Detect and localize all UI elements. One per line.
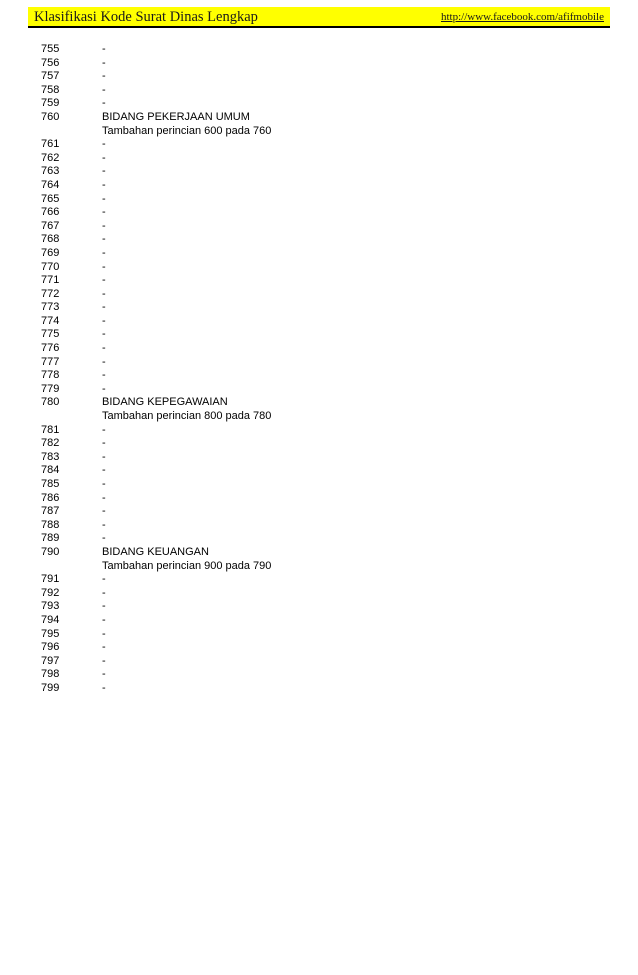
code-number: 794 [41, 613, 60, 626]
code-description: - [102, 328, 106, 341]
code-number: 776 [41, 342, 60, 355]
code-description: - [102, 654, 106, 667]
code-number: 769 [41, 246, 60, 259]
code-number: 783 [41, 450, 60, 463]
code-description: - [102, 178, 106, 191]
code-description: - [102, 301, 106, 314]
code-number: 790 [41, 545, 60, 558]
code-description: - [102, 314, 106, 327]
code-number: 796 [41, 641, 60, 654]
code-number: 772 [41, 287, 60, 300]
code-description: BIDANG KEPEGAWAIAN [102, 396, 228, 409]
code-description: Tambahan perincian 800 pada 780 [102, 410, 272, 423]
code-description: - [102, 165, 106, 178]
code-description: - [102, 97, 106, 110]
code-number: 795 [41, 627, 60, 640]
code-number: 785 [41, 478, 60, 490]
code-number: 771 [41, 274, 60, 287]
code-description: - [102, 627, 106, 640]
code-number: 787 [41, 505, 60, 518]
code-number: 792 [41, 586, 60, 599]
code-number: 760 [41, 110, 60, 123]
code-description: - [102, 138, 106, 151]
code-description: - [102, 274, 106, 287]
code-description: - [102, 478, 106, 490]
code-number: 773 [41, 301, 60, 314]
code-number: 782 [41, 437, 60, 450]
code-number: 791 [41, 573, 60, 586]
code-number: 770 [41, 260, 60, 273]
code-description: - [102, 56, 106, 69]
code-number: 781 [41, 423, 60, 436]
facebook-link[interactable]: http://www.facebook.com/afifmobile [440, 11, 604, 23]
code-description: - [102, 246, 106, 259]
code-number: 766 [41, 206, 60, 219]
code-number: 784 [41, 464, 60, 477]
code-description: - [102, 43, 106, 55]
code-description: - [102, 219, 106, 232]
code-description: - [102, 681, 106, 694]
code-number: 798 [41, 668, 60, 681]
code-description: - [102, 464, 106, 477]
code-description: - [102, 423, 106, 436]
code-description: - [102, 260, 106, 273]
code-number: 768 [41, 233, 60, 246]
code-number: 789 [41, 532, 60, 545]
code-description: - [102, 83, 106, 96]
code-number: 775 [41, 328, 60, 341]
code-description: - [102, 287, 106, 300]
code-number: 779 [41, 382, 60, 395]
code-description: - [102, 573, 106, 586]
code-description: - [102, 586, 106, 599]
code-description: - [102, 206, 106, 219]
code-number: 765 [41, 192, 60, 205]
code-description: BIDANG PEKERJAAN UMUM [102, 110, 250, 123]
code-description: - [102, 518, 106, 531]
code-description: BIDANG KEUANGAN [102, 545, 209, 558]
code-description: - [102, 532, 106, 545]
code-description: - [102, 355, 106, 368]
code-description: - [102, 70, 106, 83]
code-number: 788 [41, 518, 60, 531]
code-number: 793 [41, 600, 60, 613]
code-description: - [102, 613, 106, 626]
code-description: Tambahan perincian 600 pada 760 [102, 124, 272, 137]
code-number: 759 [41, 97, 60, 110]
code-description: Tambahan perincian 900 pada 790 [102, 559, 272, 572]
code-description: - [102, 491, 106, 504]
code-number: 780 [41, 396, 60, 409]
code-number: 786 [41, 491, 60, 504]
code-number: 755 [41, 43, 60, 55]
code-description: - [102, 192, 106, 205]
code-number: 767 [41, 219, 60, 232]
code-number: 758 [41, 83, 60, 96]
code-number: 757 [41, 70, 60, 83]
code-description: - [102, 233, 106, 246]
code-number: 797 [41, 654, 60, 667]
code-number: 778 [41, 369, 60, 382]
code-description: - [102, 342, 106, 355]
code-number: 762 [41, 151, 60, 164]
code-number: 761 [41, 138, 60, 151]
code-description: - [102, 382, 106, 395]
document-title: Klasifikasi Kode Surat Dinas Lengkap [34, 9, 258, 25]
code-number: 763 [41, 165, 60, 178]
page-header [28, 7, 610, 28]
code-number: 764 [41, 178, 60, 191]
code-description: - [102, 437, 106, 450]
code-number: 774 [41, 314, 60, 327]
code-description: - [102, 668, 106, 681]
code-description: - [102, 369, 106, 382]
code-number: 777 [41, 355, 60, 368]
code-description: - [102, 505, 106, 518]
code-description: - [102, 151, 106, 164]
code-description: - [102, 450, 106, 463]
code-number: 799 [41, 681, 60, 694]
code-description: - [102, 641, 106, 654]
code-description: - [102, 600, 106, 613]
code-number: 756 [41, 56, 60, 69]
